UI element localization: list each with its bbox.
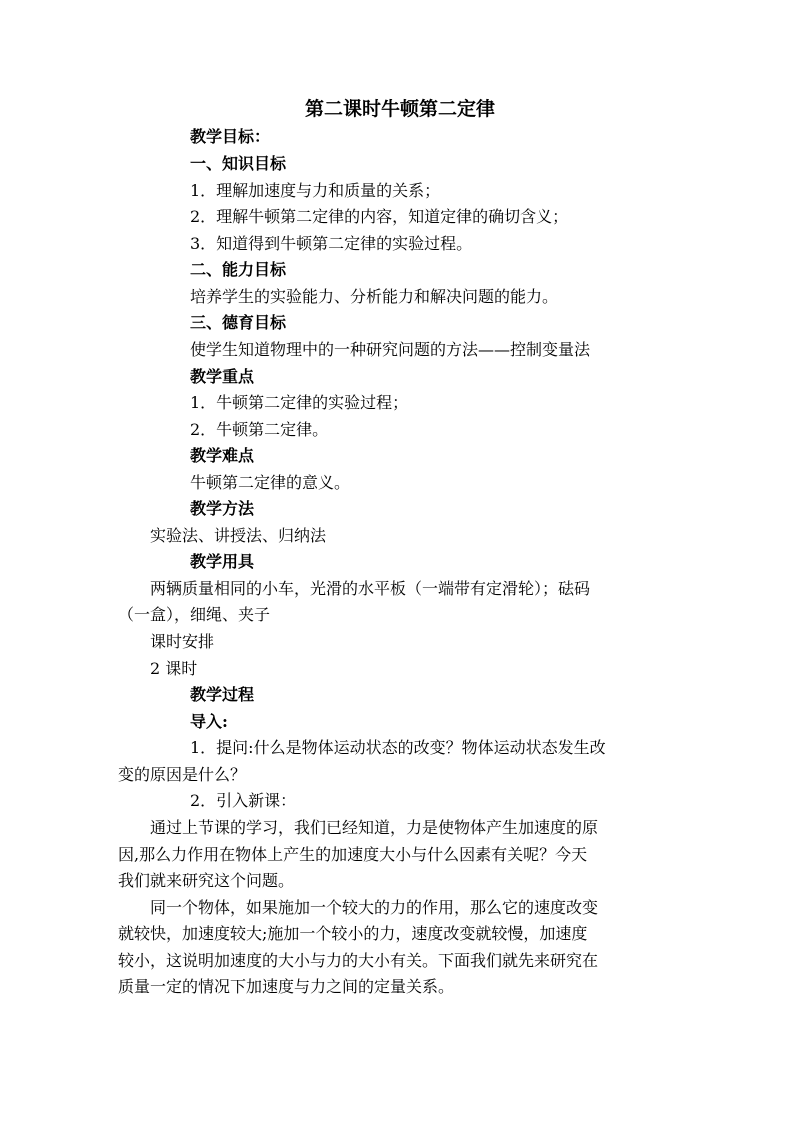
paragraph-line: 因,那么力作用在物体上产生的加速度大小与什么因素有关呢？今天 — [118, 845, 588, 864]
paragraph-line: 较小，这说明加速度的大小与力的大小有关。下面我们就先来研究在 — [118, 951, 599, 970]
ability-text: 培养学生的实验能力、分析能力和解决问题的能力。 — [190, 287, 559, 306]
knowledge-item: 1．理解加速度与力和质量的关系； — [190, 181, 441, 200]
schedule-value: 2 课时 — [150, 659, 198, 678]
key-points-heading: 教学重点 — [190, 367, 255, 386]
ability-heading: 二、能力目标 — [190, 260, 287, 279]
methods-text: 实验法、讲授法、归纳法 — [150, 526, 327, 545]
tools-text-line: 两辆质量相同的小车，光滑的水平板（一端带有定滑轮）；砝码 — [150, 579, 591, 598]
knowledge-item: 3．知道得到牛顿第二定律的实验过程。 — [190, 234, 473, 253]
paragraph-line: 通过上节课的学习，我们已经知道，力是使物体产生加速度的原 — [150, 818, 599, 837]
intro-heading: 导入: — [190, 712, 228, 731]
question-line: 变的原因是什么？ — [118, 765, 247, 784]
schedule-label: 课时安排 — [150, 632, 215, 651]
tools-text-line: （一盒），细绳、夹子 — [118, 605, 271, 624]
tools-heading: 教学用具 — [190, 552, 255, 571]
difficulty-heading: 教学难点 — [190, 446, 255, 465]
key-point-item: 2．牛顿第二定律。 — [190, 420, 329, 439]
key-point-item: 1．牛顿第二定律的实验过程； — [190, 393, 409, 412]
document-title: 第二课时牛顿第二定律 — [305, 98, 496, 120]
paragraph-line: 质量一定的情况下加速度与力之间的定量关系。 — [118, 977, 455, 996]
knowledge-heading: 一、知识目标 — [190, 154, 287, 173]
process-heading: 教学过程 — [190, 685, 255, 704]
paragraph-line: 我们就来研究这个问题。 — [118, 871, 295, 890]
difficulty-text: 牛顿第二定律的意义。 — [190, 473, 351, 492]
moral-text: 使学生知道物理中的一种研究问题的方法——控制变量法 — [190, 340, 591, 359]
question-line: 1．提问:什么是物体运动状态的改变？物体运动状态发生改 — [190, 738, 606, 757]
goals-heading: 教学目标： — [190, 127, 271, 146]
methods-heading: 教学方法 — [190, 499, 255, 518]
paragraph-line: 就较快，加速度较大;施加一个较小的力，速度改变就较慢，加速度 — [118, 924, 588, 943]
moral-heading: 三、德育目标 — [190, 313, 287, 332]
paragraph-line: 同一个物体，如果施加一个较大的力的作用，那么它的速度改变 — [150, 898, 599, 917]
knowledge-item: 2．理解牛顿第二定律的内容，知道定律的确切含义； — [190, 207, 569, 226]
new-lesson-line: 2．引入新课： — [190, 791, 297, 810]
